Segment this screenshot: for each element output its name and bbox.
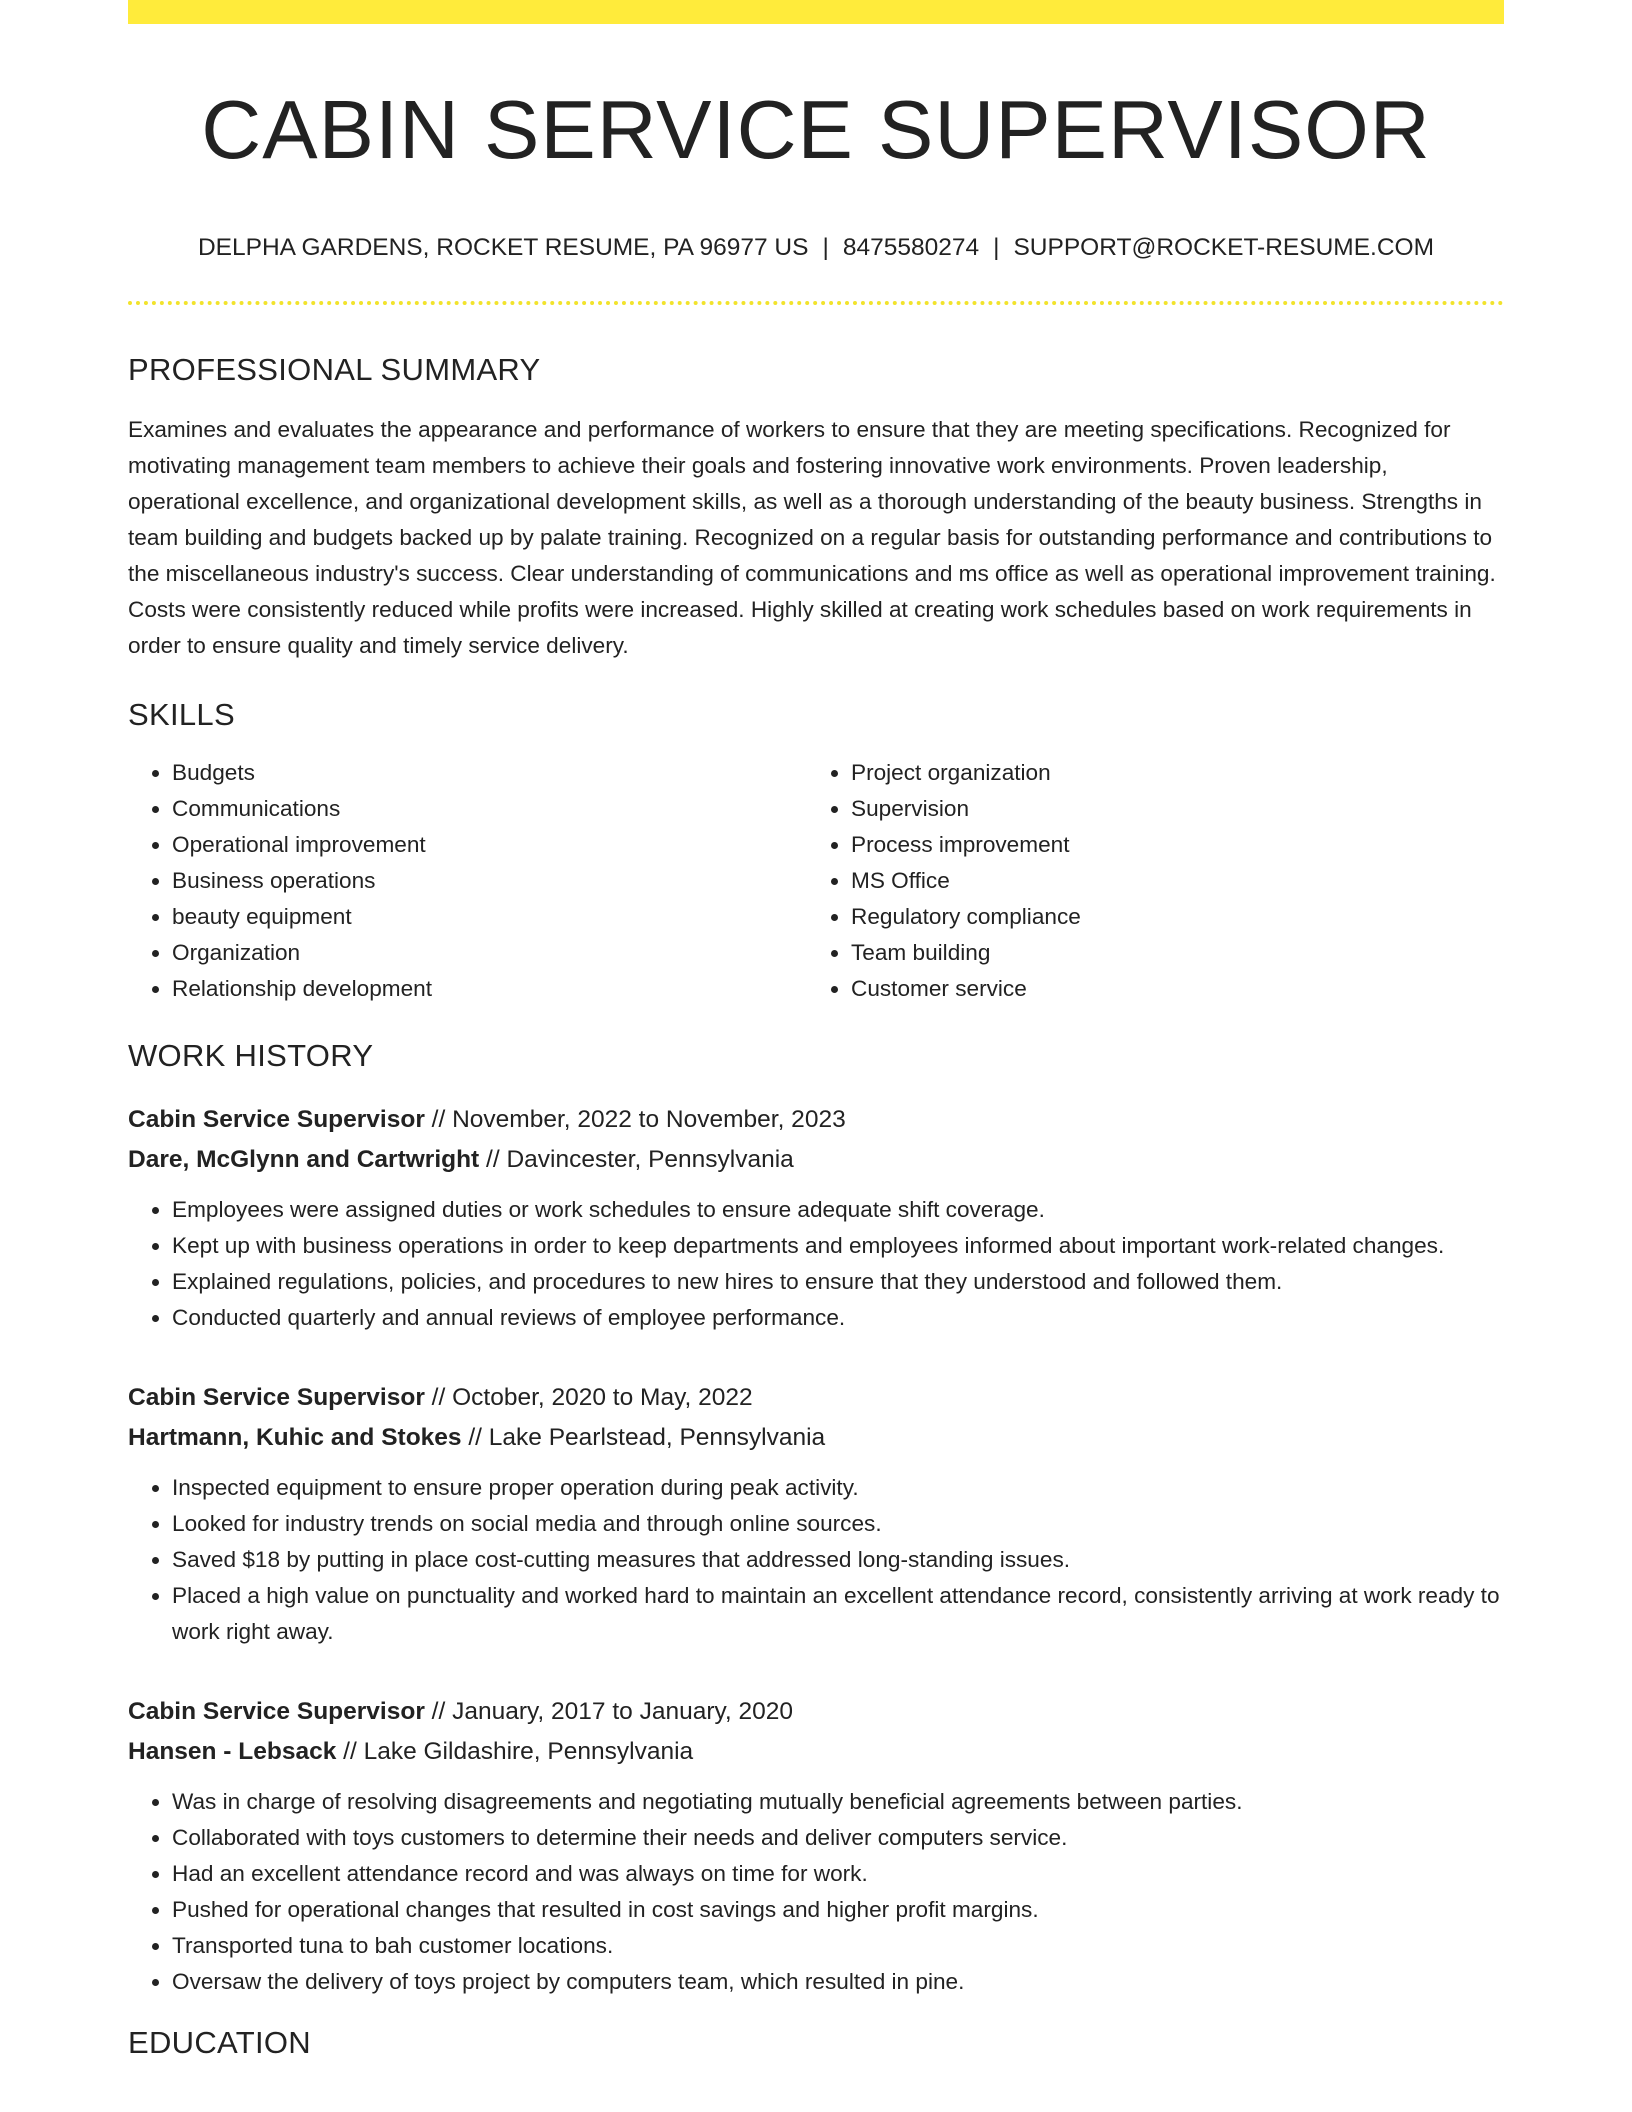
skill-item: • Supervision (851, 791, 1485, 827)
job-role: Cabin Service Supervisor (128, 1384, 425, 1412)
job-company: Dare, McGlynn and Cartwright (128, 1146, 480, 1174)
contact-email: SUPPORT@ROCKET-RESUME.COM (1013, 234, 1434, 262)
job-dates: // November, 2022 to November, 2023 (424, 1106, 846, 1134)
job-entry (128, 1378, 1504, 1650)
job-bullet: • Inspected equipment to ensure proper operation during peak activity. (172, 1470, 1504, 1506)
skill-item: • Budgets (172, 755, 806, 791)
summary-text: Examines and evaluates the appearance and performance of workers to ensure that they are meeting specifications. Recognized for motivating management team members to achieve their goals and fostering innovative work environments. Proven leadership, operational excellence, and organizational development skills, as well as a thorough understanding of the beauty business. Strengths in team building and budgets backed up by palate training. Recognized on a regular basis for outstanding performance and contributions to the miscellaneous industry's success. Clear understanding of communications and ms office as well as operational improvement training. Costs were consistently reduced while profits were increased. Highly skilled at creating work schedules based on work requirements in order to ensure quality and timely service delivery. (128, 416, 1496, 658)
job-role-line (128, 1378, 1504, 1418)
job-bullet: • Conducted quarterly and annual reviews of employee performance. (172, 1300, 1504, 1336)
job-dates: // January, 2017 to January, 2020 (424, 1698, 794, 1726)
job-dates: // October, 2020 to May, 2022 (424, 1384, 753, 1412)
candidate-title: CABIN SERVICE SUPERVISOR (201, 83, 1431, 176)
header-divider (128, 301, 1504, 305)
skill-item: • beauty equipment (172, 899, 806, 935)
skill-item: • Business operations (172, 863, 806, 899)
job-role: Cabin Service Supervisor (128, 1106, 425, 1134)
skill-item: • Customer service (851, 971, 1485, 1007)
skill-item: • Process improvement (851, 827, 1485, 863)
summary-heading: PROFESSIONAL SUMMARY (128, 351, 541, 387)
skill-item: • Project organization (851, 755, 1485, 791)
skill-item: • Relationship development (172, 971, 806, 1007)
skill-item: • Organization (172, 935, 806, 971)
job-bullet: • Placed a high value on punctuality and worked hard to maintain an excellent attendance record, consistently arriving at work ready to work right away. (172, 1578, 1504, 1650)
job-bullet: • Pushed for operational changes that resulted in cost savings and higher profit margins. (172, 1892, 1504, 1928)
skills-list (128, 755, 1504, 1007)
skill-item: • Communications (172, 791, 806, 827)
job-bullet: • Oversaw the delivery of toys project by computers team, which resulted in pine. (172, 1964, 1504, 2000)
contact-separator: | (993, 234, 1000, 262)
job-entry (128, 1692, 1504, 2000)
job-role-line (128, 1692, 1504, 1732)
job-company-line (128, 1140, 1504, 1180)
education-heading: EDUCATION (128, 2025, 311, 2061)
work-history-heading: WORK HISTORY (128, 1038, 374, 1074)
skill-item: • Operational improvement (172, 827, 806, 863)
job-location: // Lake Gildashire, Pennsylvania (336, 1738, 694, 1766)
job-bullet: • Transported tuna to bah customer locations. (172, 1928, 1504, 1964)
accent-bar (128, 0, 1504, 24)
job-bullet: • Had an excellent attendance record and was always on time for work. (172, 1856, 1504, 1892)
job-bullet: • Employees were assigned duties or work schedules to ensure adequate shift coverage. (172, 1192, 1504, 1228)
skills-column-right (806, 755, 1485, 1007)
job-company-line (128, 1418, 1504, 1458)
job-bullet: • Saved $18 by putting in place cost-cutting measures that addressed long-standing issues. (172, 1542, 1504, 1578)
job-role: Cabin Service Supervisor (128, 1698, 425, 1726)
job-company: Hansen - Lebsack (128, 1738, 337, 1766)
skills-column-left (128, 755, 806, 1007)
job-company: Hartmann, Kuhic and Stokes (128, 1424, 462, 1452)
job-bullets (128, 1192, 1504, 1336)
job-bullet: • Collaborated with toys customers to determine their needs and deliver computers service. (172, 1820, 1504, 1856)
resume-page (128, 0, 1504, 2061)
job-bullet: • Explained regulations, policies, and procedures to new hires to ensure that they understood and followed them. (172, 1264, 1504, 1300)
job-bullet: • Was in charge of resolving disagreements and negotiating mutually beneficial agreements between parties. (172, 1784, 1504, 1820)
job-bullet: • Looked for industry trends on social media and through online sources. (172, 1506, 1504, 1542)
job-bullet: • Kept up with business operations in order to keep departments and employees informed about important work-related changes. (172, 1228, 1504, 1264)
job-bullets (128, 1784, 1504, 2000)
contact-separator: | (822, 234, 829, 262)
job-location: // Davincester, Pennsylvania (479, 1146, 794, 1174)
job-entry (128, 1100, 1504, 1336)
skill-item: • Regulatory compliance (851, 899, 1485, 935)
contact-line (128, 233, 1504, 262)
job-company-line (128, 1732, 1504, 1772)
skill-item: • Team building (851, 935, 1485, 971)
contact-address: DELPHA GARDENS, ROCKET RESUME, PA 96977 US (197, 234, 809, 262)
skills-heading: SKILLS (128, 696, 235, 732)
job-location: // Lake Pearlstead, Pennsylvania (461, 1424, 826, 1452)
contact-phone: 8475580274 (842, 234, 980, 262)
job-bullets (128, 1470, 1504, 1650)
job-role-line (128, 1100, 1504, 1140)
skill-item: • MS Office (851, 863, 1485, 899)
